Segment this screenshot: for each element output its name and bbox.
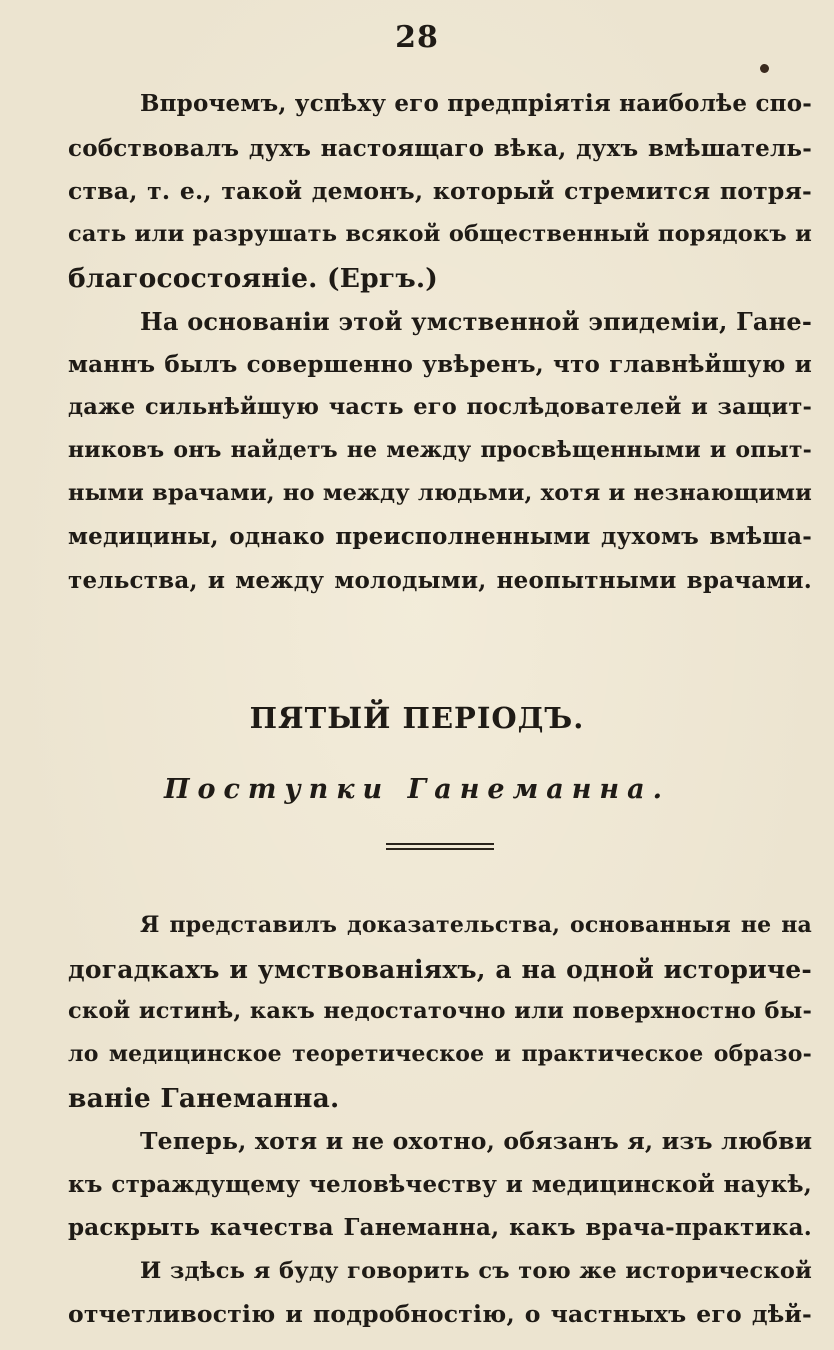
text-line: сать или разрушать всякой общественный порядокъ и	[68, 221, 812, 247]
text-line: ло медицинское теоретическое и практическое образо-	[68, 1041, 812, 1067]
text-line: тельства, и между молодыми, неопытными врачами.	[68, 567, 812, 594]
text-line: догадкахъ и умствованіяхъ, а на одной историче-	[68, 955, 812, 984]
text-line: Теперь, хотя и не охотно, обязанъ я, изъ любви	[140, 1127, 813, 1155]
text-line: На основаніи этой умственной эпидеміи, Гане-	[140, 307, 812, 336]
text-line: Я представилъ доказательства, основанныя не на	[140, 912, 812, 938]
text-line: ваніе Ганеманна.	[68, 1083, 340, 1114]
section-heading: ПЯТЫЙ ПЕРІОДЪ.	[249, 701, 585, 735]
text-line: ными врачами, но между людьми, хотя и незнающими	[68, 480, 812, 506]
ink-speck	[760, 64, 769, 73]
text-line: собствовалъ духъ настоящаго вѣка, духъ вмѣшатель-	[68, 135, 812, 162]
text-line: ской истинѣ, какъ недостаточно или поверхностно бы-	[68, 998, 812, 1024]
section-subheading: Поступки Ганеманна.	[163, 774, 671, 805]
text-line: раскрыть качества Ганеманна, какъ врача-практика.	[68, 1214, 812, 1241]
text-line: Впрочемъ, успѣху его предпріятія наиболѣе спо-	[140, 90, 812, 117]
text-line: медицины, однако преисполненными духомъ вмѣша-	[68, 523, 812, 550]
double-rule-bottom	[386, 848, 494, 850]
text-line: отчетливостію и подробностію, о частныхъ его дѣй-	[68, 1300, 812, 1328]
text-line: даже сильнѣйшую часть его послѣдователей и защит-	[68, 394, 812, 420]
text-line: ства, т. е., такой демонъ, который стремится потря-	[68, 177, 812, 205]
text-line: къ страждущему человѣчеству и медицинской наукѣ,	[68, 1171, 812, 1198]
text-line: И здѣсь я буду говорить съ тою же исторической	[140, 1258, 812, 1284]
text-line: благосостояніе. (Ергъ.)	[68, 263, 439, 294]
text-line: маннъ былъ совершенно увѣренъ, что главнѣйшую и	[68, 351, 812, 378]
page-number: 28	[395, 20, 439, 55]
text-line: никовъ онъ найдетъ не между просвѣщенными и опыт-	[68, 437, 812, 463]
double-rule-top	[386, 843, 494, 845]
